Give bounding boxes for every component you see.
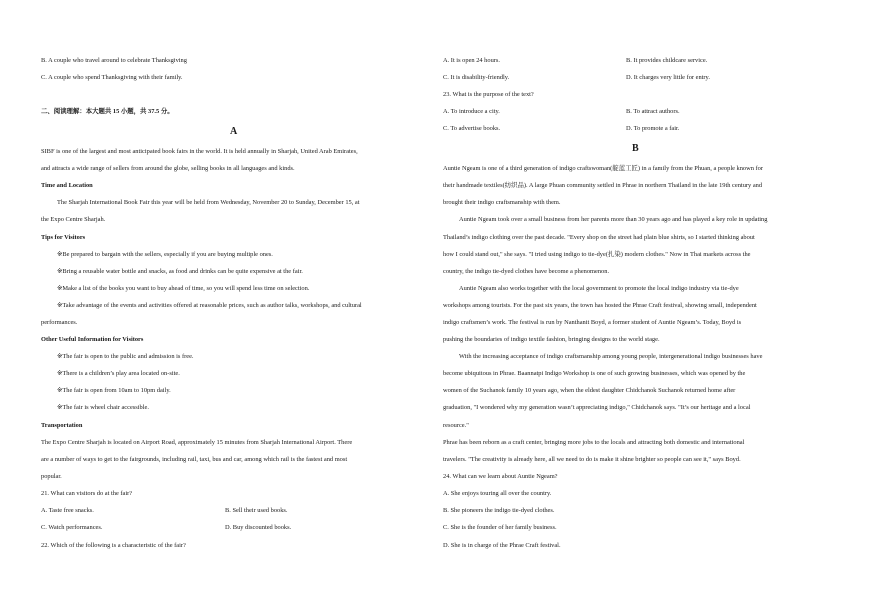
q23-option-a: A. To introduce a city. bbox=[443, 108, 500, 115]
q22-option-a: A. It is open 24 hours. bbox=[443, 57, 500, 64]
transportation-text: popular. bbox=[41, 473, 62, 480]
q21-option-d: D. Buy discounted books. bbox=[225, 524, 292, 531]
passage-b-line: Auntie Ngeam took over a small business from her parents more than 30 years ago and has played a key role in updating bbox=[459, 216, 768, 223]
q20-option-c: C. A couple who spend Thanksgiving with their family. bbox=[41, 74, 183, 81]
q24-option-c: C. She is the founder of her family business. bbox=[443, 524, 557, 531]
tip-item: ※Take advantage of the events and activities offered at reasonable prices, such as author talks, workshops, and cultural bbox=[57, 302, 362, 309]
passage-b-line: Auntie Ngeam also works together with the local government to promote the local indigo industry via tie-dye bbox=[459, 285, 739, 292]
passage-b-line: resource." bbox=[443, 422, 469, 429]
time-location-heading: Time and Location bbox=[41, 182, 93, 189]
transportation-text: The Expo Centre Sharjah is located on Airport Road, approximately 15 minutes from Sharjah International Airport. There bbox=[41, 439, 353, 446]
passage-b-line: brought their indigo craftsmanship with them. bbox=[443, 199, 561, 206]
q24-option-d: D. She is in charge of the Phrae Craft festival. bbox=[443, 542, 561, 549]
q22-option-b: B. It provides childcare service. bbox=[626, 57, 708, 64]
passage-b-line: women of the Suchanok family 10 years ago, when the eldest daughter Chidchanok Suchanok returned home after bbox=[443, 387, 736, 394]
tip-item: ※Bring a reusable water bottle and snacks, as food and drinks can be quite expensive at the fair. bbox=[57, 268, 303, 275]
tips-heading: Tips for Visitors bbox=[41, 234, 86, 241]
passage-b-line: become ubiquitous in Phrae. Baannatpi Indigo Workshop is one of such growing businesses, which was opened by the bbox=[443, 370, 746, 377]
question-23: 23. What is the purpose of the text? bbox=[443, 91, 534, 98]
q24-option-a: A. She enjoys touring all over the country. bbox=[443, 490, 552, 497]
q21-option-c: C. Watch performances. bbox=[41, 524, 103, 531]
intro-line: and attracts a wide range of sellers from around the globe, selling books in all languages and kinds. bbox=[41, 165, 295, 172]
passage-b-line: indigo craftsmen’s work. The festival is run by Nanthanit Boyd, a former student of Auntie Ngeam’s. Today, Boyd is bbox=[443, 319, 742, 326]
time-location-text: the Expo Centre Sharjah. bbox=[41, 216, 106, 223]
passage-b-line: pushing the boundaries of indigo textile fashion, bringing designs to the world stage. bbox=[443, 336, 660, 343]
section-title: 二、阅读理解：本大题共 15 小题，共 37.5 分。 bbox=[41, 108, 174, 115]
passage-b-line: workshops among tourists. For the past six years, the town has hosted the Phrae Craft festival, showing small, independent bbox=[443, 302, 757, 309]
q23-option-b: B. To attract authors. bbox=[626, 108, 680, 115]
q22-option-d: D. It charges very little for entry. bbox=[626, 74, 710, 81]
q23-option-d: D. To promote a fair. bbox=[626, 125, 680, 132]
time-location-text: The Sharjah International Book Fair this year will be held from Wednesday, November 20 to Sunday, December 15, at bbox=[57, 199, 360, 206]
passage-b-line: travelers. "The creativity is already here, all we need to do is make it shine brighter so people can see it," says Boyd. bbox=[443, 456, 741, 463]
other-info-item: ※The fair is open from 10am to 10pm daily. bbox=[57, 387, 171, 394]
passage-b-line: how I could stand out," she says. "I tried using indigo to tie-dye(扎染) modern clothes." Now in Thai markets across the bbox=[443, 251, 751, 258]
q20-option-b: B. A couple who travel around to celebrate Thanksgiving bbox=[41, 57, 187, 64]
q22-option-c: C. It is disability-friendly. bbox=[443, 74, 510, 81]
transportation-text: are a number of ways to get to the fairgrounds, including rail, taxi, bus and car, among which rail is the fastest and most bbox=[41, 456, 348, 463]
passage-b-heading: B bbox=[632, 143, 639, 154]
passage-b-line: Phrae has been reborn as a craft center, bringing more jobs to the locals and attracting both domestic and international bbox=[443, 439, 745, 446]
passage-b-line: With the increasing acceptance of indigo craftsmanship among young people, intergenerational indigo businesses have bbox=[459, 353, 763, 360]
passage-b-line: graduation, "I wondered why my generation wasn’t appreciating indigo," Chidchanok says. "It’s our heritage and a local bbox=[443, 404, 751, 411]
other-info-item: ※The fair is open to the public and admission is free. bbox=[57, 353, 194, 360]
question-22: 22. Which of the following is a characteristic of the fair? bbox=[41, 542, 186, 549]
tip-item: ※Be prepared to bargain with the sellers, especially if you are buying multiple ones. bbox=[57, 251, 273, 258]
tip-item: ※Make a list of the books you want to buy ahead of time, so you will spend less time on selection. bbox=[57, 285, 310, 292]
question-21: 21. What can visitors do at the fair? bbox=[41, 490, 133, 497]
tip-item-continued: performances. bbox=[41, 319, 78, 326]
transportation-heading: Transportation bbox=[41, 422, 83, 429]
q24-option-b: B. She pioneers the indigo tie-dyed clothes. bbox=[443, 507, 555, 514]
other-info-item: ※There is a children’s play area located on-site. bbox=[57, 370, 180, 377]
passage-b-line: their handmade textiles(纺织品). A large Phuan community settled in Phrae in northern Thailand in the late 19th century and bbox=[443, 182, 763, 189]
q23-option-c: C. To advertise books. bbox=[443, 125, 501, 132]
other-info-heading: Other Useful Information for Visitors bbox=[41, 336, 144, 343]
q21-option-b: B. Sell their used books. bbox=[225, 507, 288, 514]
passage-a-heading: A bbox=[230, 126, 238, 137]
question-24: 24. What can we learn about Auntie Ngeam? bbox=[443, 473, 558, 480]
q21-option-a: A. Taste free snacks. bbox=[41, 507, 94, 514]
intro-line: SIBF is one of the largest and most anticipated book fairs in the world. It is held annually in Sharjah, United Arab Emirates, bbox=[41, 148, 358, 155]
passage-b-line: Thailand’s indigo clothing over the past decade. "Every shop on the street had plain blue shirts, so I started thinking about bbox=[443, 234, 755, 241]
other-info-item: ※The fair is wheel chair accessible. bbox=[57, 404, 149, 411]
passage-b-line: Auntie Ngeam is one of a third generation of indigo craftswoman(靛蓝工匠) in a family from the Phuan, a people known for bbox=[443, 165, 763, 172]
passage-b-line: country, the indigo tie-dyed clothes have become a phenomenon. bbox=[443, 268, 610, 275]
